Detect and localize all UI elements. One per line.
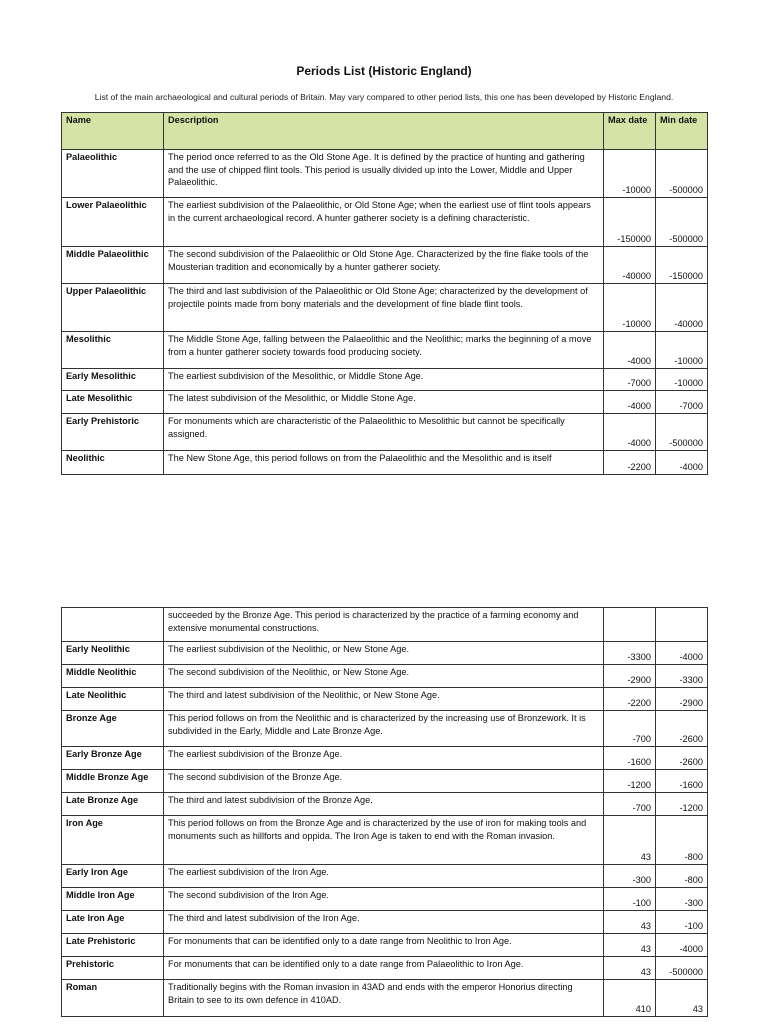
- table-row: [62, 198, 708, 247]
- table-row: [62, 888, 708, 911]
- period-description-cell: The earliest subdivision of the Palaeolithic, or Old Stone Age; when the earliest use of flint tools appears in the current archaeological record. A hunter gatherer society is a defining characteristic.: [164, 198, 604, 247]
- table-row: [62, 284, 708, 332]
- min-date-cell: -40000: [656, 284, 708, 332]
- period-name-cell: Early Mesolithic: [62, 369, 164, 391]
- period-description-cell: The period once referred to as the Old Stone Age. It is defined by the practice of hunting and gathering and the use of chipped flint tools. This period is usually divided up into the Lower, Middle and Upper Palaeolithic.: [164, 150, 604, 198]
- period-description-cell: The earliest subdivision of the Mesolithic, or Middle Stone Age.: [164, 369, 604, 391]
- header-name: Name: [62, 113, 164, 150]
- max-date-cell: -700: [604, 793, 656, 816]
- period-name-cell: Early Iron Age: [62, 865, 164, 888]
- table-row: [62, 911, 708, 934]
- min-date-cell: -100: [656, 911, 708, 934]
- period-description-cell: The second subdivision of the Neolithic, or New Stone Age.: [164, 665, 604, 688]
- period-name-cell: Late Bronze Age: [62, 793, 164, 816]
- header-min-date: Min date: [656, 113, 708, 150]
- period-name-cell: Lower Palaeolithic: [62, 198, 164, 247]
- min-date-cell: 43: [656, 980, 708, 1017]
- table-row: [62, 642, 708, 665]
- table-row: [62, 608, 708, 642]
- min-date-cell: -4000: [656, 934, 708, 957]
- header-max-date: Max date: [604, 113, 656, 150]
- period-description-cell: The Middle Stone Age, falling between the Palaeolithic and the Neolithic; marks the beginning of a move from a hunter gatherer society towards food producing society.: [164, 332, 604, 369]
- period-description-cell: The second subdivision of the Palaeolithic or Old Stone Age. Characterized by the fine flake tools of the Mousterian tradition and economically by a hunter gatherer society.: [164, 247, 604, 284]
- min-date-cell: -1200: [656, 793, 708, 816]
- max-date-cell: -2200: [604, 688, 656, 711]
- table-row: [62, 793, 708, 816]
- period-name-cell: Prehistoric: [62, 957, 164, 980]
- max-date-cell: -4000: [604, 414, 656, 451]
- table-row: [62, 934, 708, 957]
- period-description-cell: The latest subdivision of the Mesolithic, or Middle Stone Age.: [164, 391, 604, 414]
- max-date-cell: -10000: [604, 150, 656, 198]
- min-date-cell: -300: [656, 888, 708, 911]
- max-date-cell: -700: [604, 711, 656, 747]
- period-name-cell: Middle Neolithic: [62, 665, 164, 688]
- table-row: [62, 980, 708, 1017]
- periods-table-part-1: [61, 112, 708, 475]
- period-name-cell: Early Bronze Age: [62, 747, 164, 770]
- min-date-cell: -4000: [656, 642, 708, 665]
- period-name-cell: Palaeolithic: [62, 150, 164, 198]
- period-description-cell: For monuments that can be identified only to a date range from Palaeolithic to Iron Age.: [164, 957, 604, 980]
- table-row: [62, 247, 708, 284]
- max-date-cell: -4000: [604, 391, 656, 414]
- max-date-cell: -4000: [604, 332, 656, 369]
- min-date-cell: -500000: [656, 198, 708, 247]
- max-date-cell: -300: [604, 865, 656, 888]
- period-name-cell: Bronze Age: [62, 711, 164, 747]
- period-name-cell: Late Mesolithic: [62, 391, 164, 414]
- period-description-cell: The earliest subdivision of the Bronze Age.: [164, 747, 604, 770]
- period-name-cell: Middle Iron Age: [62, 888, 164, 911]
- min-date-cell: -1600: [656, 770, 708, 793]
- table-row: [62, 865, 708, 888]
- max-date-cell: 43: [604, 911, 656, 934]
- period-description-cell: The earliest subdivision of the Neolithic, or New Stone Age.: [164, 642, 604, 665]
- table-row: [62, 369, 708, 391]
- min-date-cell: -2900: [656, 688, 708, 711]
- table-row: [62, 332, 708, 369]
- period-name-cell: Roman: [62, 980, 164, 1017]
- min-date-cell: -4000: [656, 451, 708, 475]
- period-description-cell: This period follows on from the Bronze Age and is characterized by the use of iron for making tools and monuments such as hillforts and oppida. The Iron Age is taken to end with the Roman invasion.: [164, 816, 604, 865]
- min-date-cell: -150000: [656, 247, 708, 284]
- max-date-cell: -40000: [604, 247, 656, 284]
- table-row: [62, 391, 708, 414]
- period-name-cell: Mesolithic: [62, 332, 164, 369]
- period-description-cell: The earliest subdivision of the Iron Age.: [164, 865, 604, 888]
- periods-table-part-2: [61, 607, 708, 1017]
- max-date-cell: -3300: [604, 642, 656, 665]
- table-row: [62, 150, 708, 198]
- min-date-cell: -500000: [656, 150, 708, 198]
- period-name-cell: Upper Palaeolithic: [62, 284, 164, 332]
- period-name-cell: Late Prehistoric: [62, 934, 164, 957]
- period-description-cell: succeeded by the Bronze Age. This period is characterized by the practice of a farming economy and extensive monumental constructions.: [164, 608, 604, 642]
- max-date-cell: -150000: [604, 198, 656, 247]
- page-title: Periods List (Historic England): [296, 64, 472, 78]
- min-date-cell: -3300: [656, 665, 708, 688]
- period-name-cell: Neolithic: [62, 451, 164, 475]
- max-date-cell: 410: [604, 980, 656, 1017]
- period-description-cell: The third and latest subdivision of the Bronze Age.: [164, 793, 604, 816]
- table-header-row: [62, 113, 708, 150]
- period-name-cell: Late Iron Age: [62, 911, 164, 934]
- min-date-cell: -2600: [656, 711, 708, 747]
- period-description-cell: The third and last subdivision of the Palaeolithic or Old Stone Age; characterized by the development of projectile points made from bony materials and the development of fine blade flint tools.: [164, 284, 604, 332]
- period-description-cell: For monuments that can be identified only to a date range from Neolithic to Iron Age.: [164, 934, 604, 957]
- period-description-cell: For monuments which are characteristic of the Palaeolithic to Mesolithic but cannot be specifically assigned.: [164, 414, 604, 451]
- min-date-cell: -10000: [656, 332, 708, 369]
- header-description: Description: [164, 113, 604, 150]
- min-date-cell: -800: [656, 865, 708, 888]
- table-row: [62, 770, 708, 793]
- period-description-cell: The third and latest subdivision of the Neolithic, or New Stone Age.: [164, 688, 604, 711]
- min-date-cell: [656, 608, 708, 642]
- max-date-cell: 43: [604, 816, 656, 865]
- table-row: [62, 451, 708, 475]
- table-row: [62, 816, 708, 865]
- page-subtitle: List of the main archaeological and cultural periods of Britain. May vary compared to other period lists, this one has been developed by Historic England.: [94, 92, 674, 102]
- table-row: [62, 747, 708, 770]
- max-date-cell: 43: [604, 957, 656, 980]
- period-description-cell: The New Stone Age, this period follows on from the Palaeolithic and the Mesolithic and is itself: [164, 451, 604, 475]
- max-date-cell: -10000: [604, 284, 656, 332]
- table-row: [62, 414, 708, 451]
- max-date-cell: 43: [604, 934, 656, 957]
- max-date-cell: -7000: [604, 369, 656, 391]
- min-date-cell: -500000: [656, 957, 708, 980]
- max-date-cell: -2900: [604, 665, 656, 688]
- period-description-cell: The third and latest subdivision of the Iron Age.: [164, 911, 604, 934]
- period-description-cell: Traditionally begins with the Roman invasion in 43AD and ends with the emperor Honorius directing Britain to see to its own defence in 410AD.: [164, 980, 604, 1017]
- period-name-cell: Middle Bronze Age: [62, 770, 164, 793]
- table-row: [62, 665, 708, 688]
- table-row: [62, 688, 708, 711]
- max-date-cell: -100: [604, 888, 656, 911]
- period-description-cell: The second subdivision of the Bronze Age.: [164, 770, 604, 793]
- period-name-cell: Early Neolithic: [62, 642, 164, 665]
- table-row: [62, 957, 708, 980]
- period-name-cell: Middle Palaeolithic: [62, 247, 164, 284]
- period-description-cell: The second subdivision of the Iron Age.: [164, 888, 604, 911]
- min-date-cell: -10000: [656, 369, 708, 391]
- period-name-cell: Iron Age: [62, 816, 164, 865]
- period-name-cell: [62, 608, 164, 642]
- min-date-cell: -500000: [656, 414, 708, 451]
- period-description-cell: This period follows on from the Neolithic and is characterized by the increasing use of Bronzework. It is subdivided in the Early, Middle and Late Bronze Age.: [164, 711, 604, 747]
- period-name-cell: Late Neolithic: [62, 688, 164, 711]
- max-date-cell: -1200: [604, 770, 656, 793]
- min-date-cell: -800: [656, 816, 708, 865]
- period-name-cell: Early Prehistoric: [62, 414, 164, 451]
- table-row: [62, 711, 708, 747]
- min-date-cell: -7000: [656, 391, 708, 414]
- max-date-cell: -1600: [604, 747, 656, 770]
- max-date-cell: [604, 608, 656, 642]
- min-date-cell: -2600: [656, 747, 708, 770]
- max-date-cell: -2200: [604, 451, 656, 475]
